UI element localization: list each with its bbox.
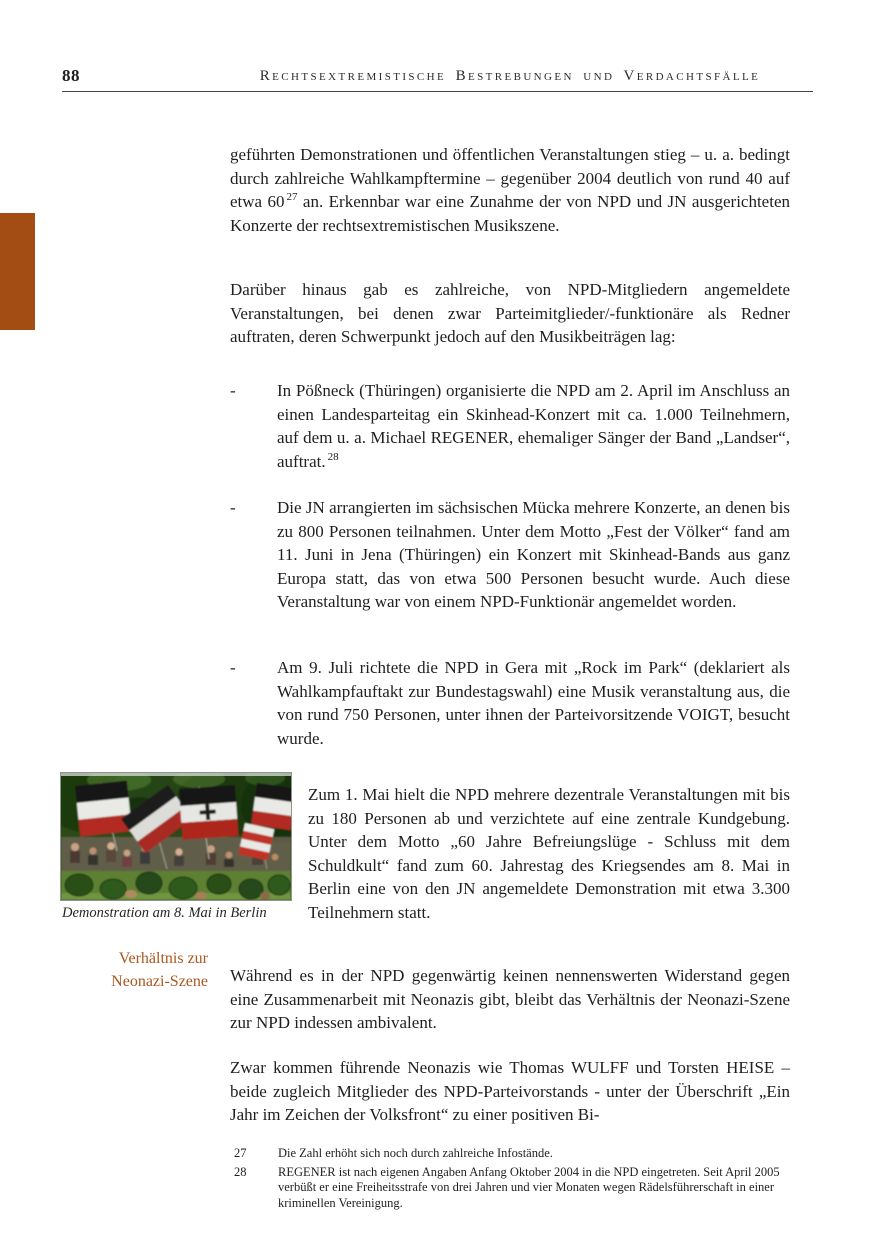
footnote-row [234, 1146, 800, 1162]
footnote-row [234, 1165, 800, 1212]
list-marker: - [230, 381, 236, 400]
footnote-number: 27 [234, 1146, 247, 1160]
footnote-ref-27: 27 [286, 191, 298, 204]
paragraph-text: geführten Demonstrationen und öffentlichen Veranstaltungen stieg – u. a. bedingt durch zahlreiche Wahlkampftermine – gegenüber 2004 deutlich von rund 40 auf etwa 60 [230, 145, 790, 211]
list-marker: - [230, 498, 236, 517]
running-header-title: Rechtsextremistische Bestrebungen und Verdachtsfälle [259, 68, 761, 84]
list-item-text: In Pößneck (Thüringen) organisierte die NPD am 2. April im Anschluss an einen Landesparteitag ein Skinhead-Konzert mit ca. 1.000 Teilnehmern, auf dem u. a. Michael REGENER, ehemaliger Sänger der Band „Landser“, auftrat. $^{28}$ [277, 381, 790, 471]
footnote-number: 28 [234, 1164, 247, 1179]
footnote-ref-28: 28 [327, 450, 339, 463]
list-item-2 [230, 496, 790, 614]
footnotes-section [234, 1146, 800, 1214]
page-number: 88 [62, 66, 80, 85]
header-rule [62, 91, 813, 92]
footnote-text: REGENER ist nach eigenen Angaben Anfang Oktober 2004 in die NPD eingetreten. Seit April 2005 verbüßt er eine Freiheitsstrafe von drei Jahren und vier Monaten wegen Rädelsführerschaft in einer kriminellen Vereinigung. [278, 1164, 780, 1210]
footnote-text: Die Zahl erhöht sich noch durch zahlreiche Infostände. [278, 1146, 553, 1160]
list-item-text: Am 9. Juli richtete die NPD in Gera mit „Rock im Park“ (deklariert als Wahlkampfauftakt zur Bundestagswahl) eine Musik veranstaltung aus, die von rund 750 Personen, unter ihnen der Parteivorsitzende VOIGT, besucht wurde. [277, 658, 790, 748]
body-paragraph-2: Darüber hinaus gab es zahlreiche, von NPD-Mitgliedern angemeldete Veranstaltungen, bei denen zwar Parteimitglieder/-funktionäre als Redner auftraten, deren Schwerpunkt jedoch auf den Musikbeiträgen lag: [230, 280, 790, 346]
body-paragraph-1 [230, 143, 790, 237]
demonstration-photo-illustration [61, 773, 291, 900]
body-paragraph-waehrend: Während es in der NPD gegenwärtig keinen nennenswerten Widerstand gegen eine Zusammenarbeit mit Neonazis gibt, bleibt das Verhältnis der Neonazi-Szene zur NPD indessen ambivalent. [230, 966, 790, 1032]
list-item-text: Die JN arrangierten im sächsischen Mücka mehrere Konzerte, an denen bis zu 800 Personen teilnahmen. Unter dem Motto „Fest der Völker“ fand am 11. Juni in Jena (Thüringen) ein Konzert mit Skinhead-Bands aus ganz Europa statt, das von etwa 500 Personen besucht wurde. Auch diese Veranstaltung war von einem NPD-Funktionär angemeldet worden. [277, 498, 790, 611]
photo-caption: Demonstration am 8. Mai in Berlin [62, 905, 267, 921]
paragraph-text: an. Erkennbar war eine Zunahme der von NPD und JN ausgerichteten Konzerte der rechtsextremistischen Musikszene. [230, 192, 790, 235]
margin-note: Verhältnis zur Neonazi-Szene [111, 950, 208, 990]
list-marker: - [230, 658, 236, 677]
list-item-3 [230, 656, 790, 750]
demonstration-photo [60, 772, 292, 901]
body-paragraph-zum: Zum 1. Mai hielt die NPD mehrere dezentrale Veranstaltungen mit bis zu 180 Personen ab und verzichtete auf eine zentrale Kundgebung. Unter dem Motto „60 Jahre Befreiungslüge - Schluss mit dem Schuldkult“ fand zum 60. Jahrestag des Kriegsendes am 8. Mai in Berlin eine von den JN angemeldete Demonstration mit etwa 3.300 Teilnehmern statt. [308, 785, 790, 922]
list-item-1 [230, 379, 790, 473]
body-paragraph-zwar: Zwar kommen führende Neonazis wie Thomas WULFF und Torsten HEISE – beide zugleich Mitglieder des NPD-Parteivorstands - unter der Überschrift „Ein Jahr im Zeichen der Volksfront“ zu einer positiven Bi- [230, 1058, 790, 1124]
chapter-tab [0, 213, 35, 330]
